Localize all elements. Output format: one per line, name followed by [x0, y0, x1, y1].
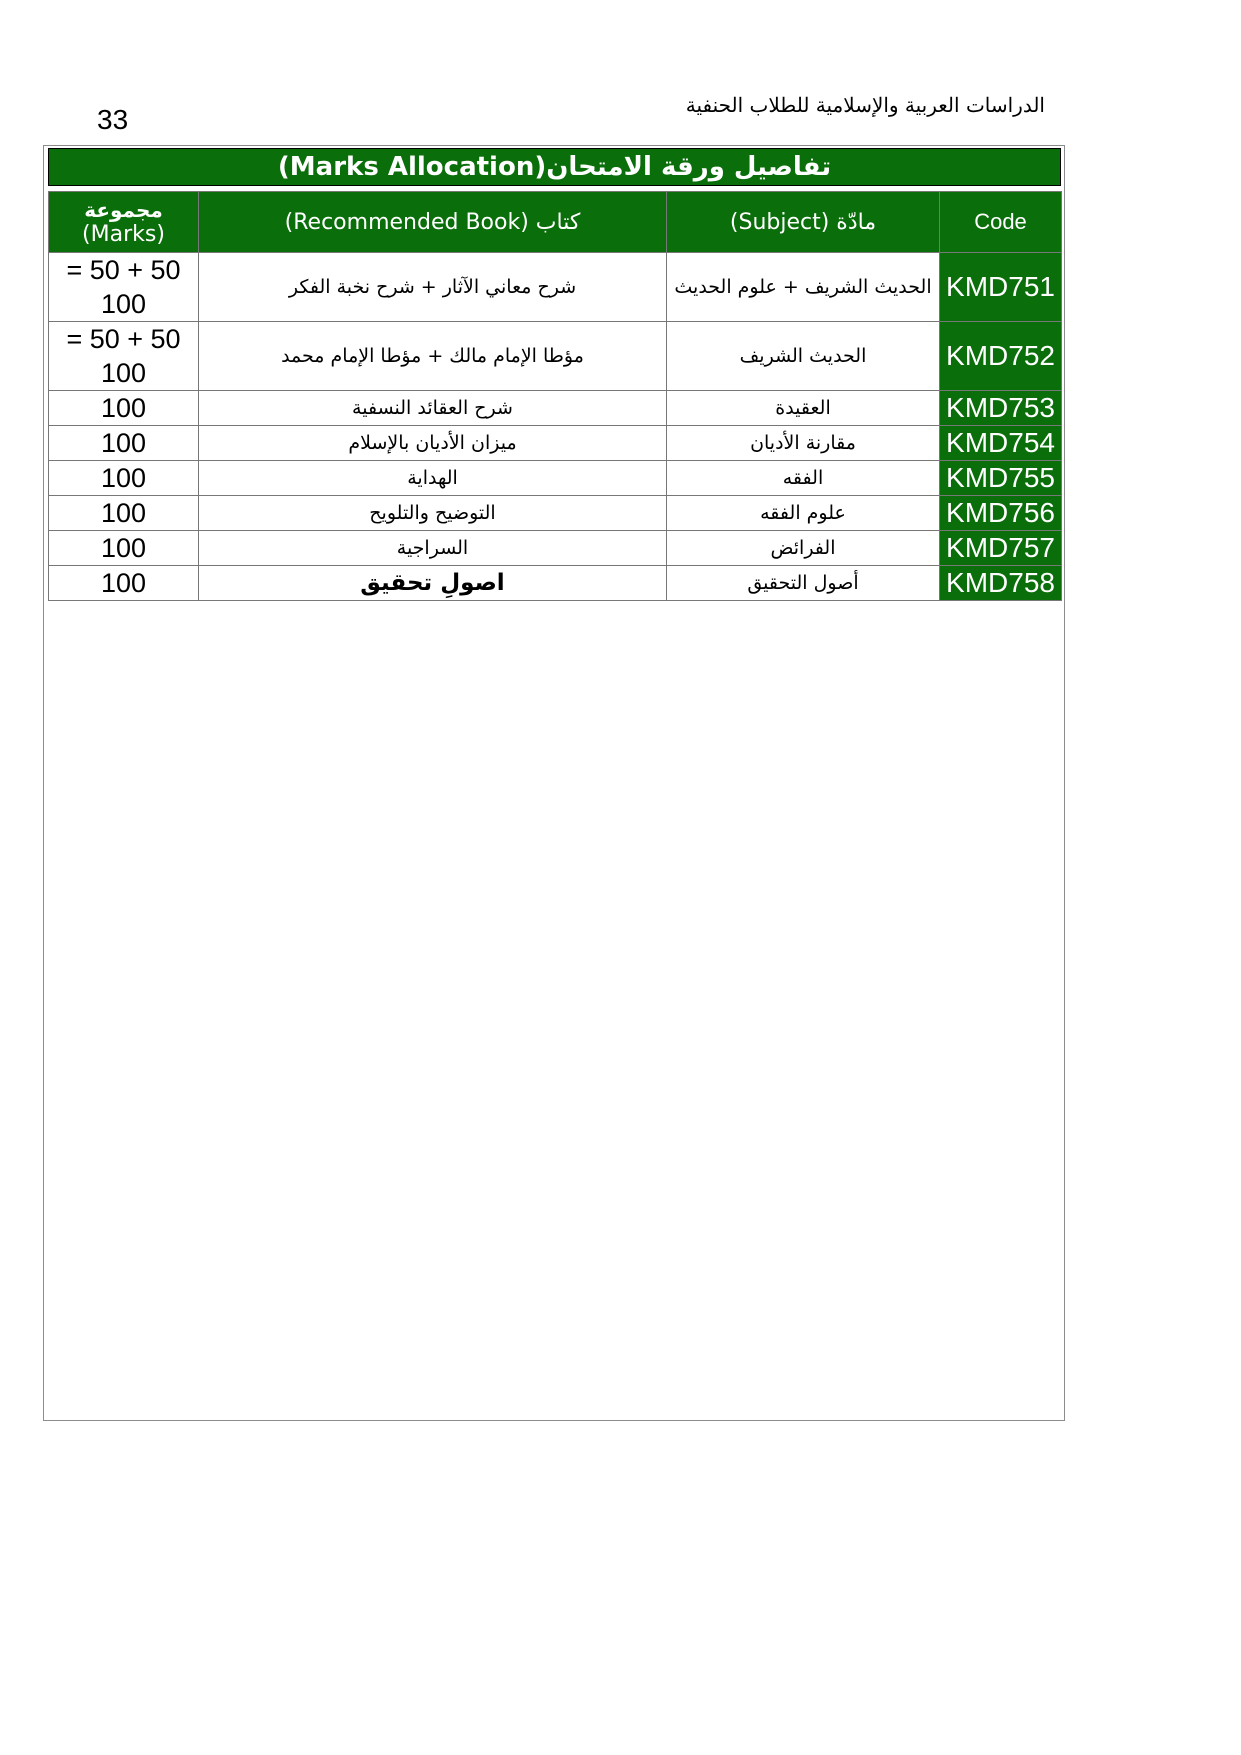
table-row [49, 531, 1062, 566]
cell-subject: الحديث الشريف + علوم الحديث [667, 253, 940, 322]
table-row [49, 391, 1062, 426]
cell-marks: 100 [49, 531, 199, 566]
cell-marks: 100 [49, 496, 199, 531]
header-marks-arabic: مجموعة [84, 197, 163, 222]
cell-subject: العقيدة [667, 391, 940, 426]
cell-subject: الحديث الشريف [667, 322, 940, 391]
header-marks [49, 192, 199, 253]
cell-book: شرح العقائد النسفية [199, 391, 667, 426]
cell-subject: مقارنة الأديان [667, 426, 940, 461]
header-subject: (Subject) مادّة [667, 192, 940, 253]
cell-code: KMD752 [940, 322, 1062, 391]
cell-marks: 100 [49, 566, 199, 601]
banner-english: (Marks Allocation) [277, 152, 547, 182]
table-row [49, 322, 1062, 391]
cell-marks: 100 [49, 426, 199, 461]
cell-subject: الفقه [667, 461, 940, 496]
cell-code: KMD755 [940, 461, 1062, 496]
cell-code: KMD753 [940, 391, 1062, 426]
cell-marks: = 50 + 50 100 [49, 322, 199, 391]
cell-book: الهداية [199, 461, 667, 496]
cell-marks: 100 [49, 461, 199, 496]
table-row [49, 566, 1062, 601]
cell-book: شرح معاني الآثار + شرح نخبة الفكر [199, 253, 667, 322]
cell-code: KMD756 [940, 496, 1062, 531]
page-number: 33 [97, 104, 129, 135]
table-body [49, 253, 1062, 601]
cell-marks: 100 [49, 391, 199, 426]
cell-code: KMD757 [940, 531, 1062, 566]
cell-subject: علوم الفقه [667, 496, 940, 531]
table-row [49, 253, 1062, 322]
banner-arabic: تفاصيل ورقة الامتحان [546, 152, 832, 182]
cell-book: التوضيح والتلويح [199, 496, 667, 531]
cell-book: اصولِ تحقیق [199, 566, 667, 601]
marks-allocation-table [48, 191, 1062, 601]
running-title: الدراسات العربية والإسلامية للطلاب الحنفية [685, 93, 1045, 117]
header-marks-english: (Marks) [82, 221, 165, 247]
table-row [49, 426, 1062, 461]
header-code: Code [940, 192, 1062, 253]
cell-code: KMD751 [940, 253, 1062, 322]
cell-book: السراجية [199, 531, 667, 566]
cell-code: KMD758 [940, 566, 1062, 601]
table-row [49, 461, 1062, 496]
header-book: (Recommended Book) كتاب [199, 192, 667, 253]
cell-subject: الفرائض [667, 531, 940, 566]
cell-subject: أصول التحقيق [667, 566, 940, 601]
cell-marks: = 50 + 50 100 [49, 253, 199, 322]
table-row [49, 496, 1062, 531]
cell-code: KMD754 [940, 426, 1062, 461]
table-header-row [49, 192, 1062, 253]
cell-book: مؤطا الإمام مالك + مؤطا الإمام محمد [199, 322, 667, 391]
cell-book: ميزان الأديان بالإسلام [199, 426, 667, 461]
table-banner [48, 148, 1061, 186]
